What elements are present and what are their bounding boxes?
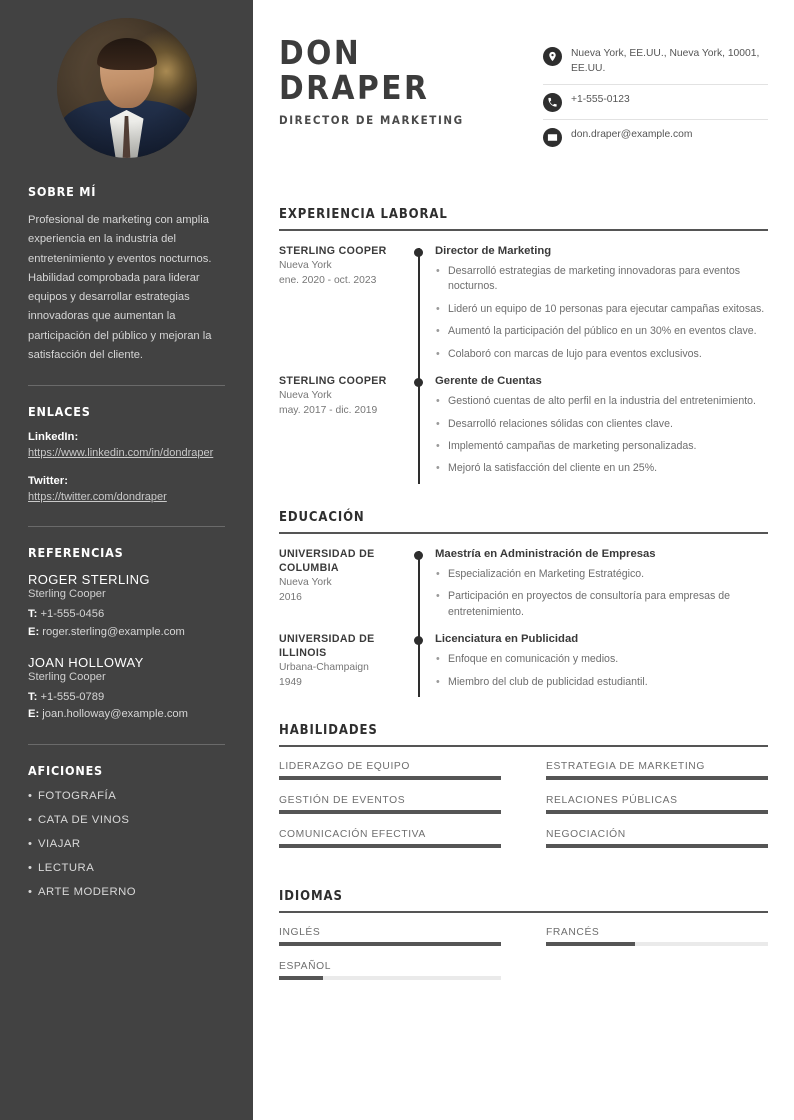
- avatar-wrapper: [28, 18, 225, 158]
- education-location: Urbana-Champaign: [279, 662, 369, 674]
- reference-email-value: roger.sterling@example.com: [42, 625, 185, 638]
- education-bullets: [435, 567, 768, 620]
- header: [279, 28, 768, 161]
- skill-fill: [279, 844, 501, 848]
- avatar-vignette: [57, 18, 197, 158]
- references-section: [28, 545, 225, 723]
- reference-name: ROGER STERLING: [28, 572, 150, 588]
- skill-label: GESTIÓN DE EVENTOS: [279, 795, 406, 807]
- skill-track: [546, 844, 768, 848]
- reference-name: JOAN HOLLOWAY: [28, 654, 144, 670]
- experience-heading: EXPERIENCIA LABORAL: [279, 206, 448, 222]
- reference-phone-value: +1-555-0456: [40, 608, 105, 621]
- timeline-marker: [411, 548, 433, 627]
- hobby-item: • FOTOGRAFÍA: [28, 790, 225, 802]
- bullet-item: • Especialización en Marketing Estratégico.: [435, 567, 768, 582]
- education-bullets: [435, 652, 768, 690]
- about-section: [28, 184, 225, 365]
- experience-entry: [279, 245, 768, 369]
- links-heading: ENLACES: [28, 404, 91, 420]
- first-name: DON: [279, 33, 362, 72]
- skill-label: RELACIONES PÚBLICAS: [546, 795, 678, 807]
- education-entry: [279, 548, 768, 627]
- education-entry-meta: [279, 633, 411, 697]
- bullet-item: • Colaboró con marcas de lujo para eventos exclusivos.: [435, 347, 768, 362]
- phone-icon: [543, 93, 562, 112]
- timeline-dot-icon: [414, 636, 423, 645]
- phone-text: +1-555-0123: [571, 93, 630, 105]
- language-fill: [279, 976, 323, 980]
- bullet-item: • Gestionó cuentas de alto perfil en la industria del entretenimiento.: [435, 394, 768, 409]
- link-item-twitter: [28, 475, 225, 506]
- experience-bullets: [435, 394, 768, 477]
- language-fill: [279, 942, 501, 946]
- main-content: [253, 0, 794, 1120]
- reference-email-label: E:: [28, 625, 40, 638]
- timeline-dot-icon: [414, 248, 423, 257]
- reference-phone: [28, 689, 225, 706]
- skills-section: [279, 723, 768, 863]
- sidebar-divider-1: [28, 385, 225, 386]
- language-track: [279, 942, 501, 946]
- skills-heading: HABILIDADES: [279, 723, 378, 739]
- reference-item: [28, 572, 225, 641]
- reference-email: [28, 624, 225, 641]
- education-org: UNIVERSIDAD DE ILLINOIS: [279, 633, 375, 660]
- languages-heading: IDIOMAS: [279, 889, 343, 905]
- reference-company: Sterling Cooper: [28, 588, 106, 601]
- language-label: ESPAÑOL: [279, 961, 332, 973]
- timeline-line: [418, 551, 420, 641]
- skill-fill: [546, 810, 768, 814]
- skill-item: [546, 795, 768, 814]
- bullet-item: • Desarrolló estrategias de marketing innovadoras para eventos nocturnos.: [435, 264, 768, 295]
- skill-label: ESTRATEGIA DE MARKETING: [546, 761, 705, 773]
- experience-title: Director de Marketing: [435, 244, 552, 257]
- timeline-marker: [411, 245, 433, 369]
- reference-phone-value: +1-555-0789: [40, 690, 105, 703]
- bullet-item: • Enfoque en comunicación y medios.: [435, 652, 768, 667]
- link-item-linkedin: [28, 431, 225, 462]
- skill-label: NEGOCIACIÓN: [546, 829, 626, 841]
- hobbies-heading: AFICIONES: [28, 762, 103, 778]
- bullet-item: • Lideró un equipo de 10 personas para ejecutar campañas exitosas.: [435, 302, 768, 317]
- link-url-linkedin[interactable]: https://www.linkedin.com/in/dondraper: [28, 447, 214, 460]
- language-item: [279, 927, 501, 946]
- language-fill: [546, 942, 635, 946]
- language-track: [279, 976, 501, 980]
- contact-block: [529, 28, 768, 161]
- about-text: Profesional de marketing con amplia experiencia en la industria del entretenimiento y eventos nocturnos. Habilidad comprobada para liderar equipos y desarrollar estrategias innovadoras que aumentan la participación del público y mejoran la satisfacción del cliente.: [28, 214, 212, 361]
- link-label: Twitter:: [28, 475, 68, 488]
- skill-item: [279, 829, 501, 848]
- bullet-item: • Aumentó la participación del público en un 30% en eventos clave.: [435, 324, 768, 339]
- hobby-item: • LECTURA: [28, 862, 225, 874]
- skill-track: [279, 776, 501, 780]
- experience-section: [279, 207, 768, 484]
- job-role: DIRECTOR DE MARKETING: [279, 112, 464, 127]
- hobby-item: • ARTE MODERNO: [28, 886, 225, 898]
- language-label: INGLÉS: [279, 927, 321, 939]
- skill-track: [279, 810, 501, 814]
- experience-title: Gerente de Cuentas: [435, 375, 542, 388]
- address-text: Nueva York, EE.UU., Nueva York, 10001, EE.UU.: [571, 48, 760, 74]
- education-dates: 1949: [279, 677, 302, 689]
- skill-track: [546, 776, 768, 780]
- skill-fill: [546, 844, 768, 848]
- reference-email-label: E:: [28, 708, 40, 721]
- education-dates: 2016: [279, 591, 302, 603]
- languages-section: [279, 889, 768, 995]
- skill-fill: [279, 776, 501, 780]
- skill-item: [546, 761, 768, 780]
- avatar: [57, 18, 197, 158]
- contact-address: [543, 46, 768, 85]
- timeline-marker: [411, 633, 433, 697]
- sidebar-divider-3: [28, 744, 225, 745]
- experience-entry-meta: [279, 245, 411, 369]
- skills-grid: [279, 761, 768, 863]
- timeline-dot-icon: [414, 551, 423, 560]
- language-label: FRANCÉS: [546, 927, 600, 939]
- education-location: Nueva York: [279, 576, 332, 588]
- skill-fill: [279, 810, 501, 814]
- bullet-item: • Participación en proyectos de consultoría para empresas de entretenimiento.: [435, 589, 768, 620]
- reference-email: [28, 706, 225, 723]
- skill-item: [546, 829, 768, 848]
- experience-entry: [279, 375, 768, 484]
- location-pin-icon: [543, 47, 562, 66]
- link-url-twitter[interactable]: https://twitter.com/dondraper: [28, 491, 167, 504]
- hobby-item: • CATA DE VINOS: [28, 814, 225, 826]
- reference-item: [28, 655, 225, 724]
- education-section: [279, 510, 768, 697]
- links-section: [28, 404, 225, 506]
- experience-entry-body: [433, 375, 768, 484]
- section-rule: [279, 745, 768, 747]
- section-rule: [279, 532, 768, 534]
- skill-label: LIDERAZGO DE EQUIPO: [279, 761, 410, 773]
- about-heading: SOBRE MÍ: [28, 184, 97, 199]
- education-entry-meta: [279, 548, 411, 627]
- experience-entry-body: [433, 245, 768, 369]
- contact-phone: [543, 92, 768, 120]
- education-entry-body: [433, 548, 768, 627]
- section-rule: [279, 229, 768, 231]
- hobby-item: • VIAJAR: [28, 838, 225, 850]
- language-track: [546, 942, 768, 946]
- skill-label: COMUNICACIÓN EFECTIVA: [279, 829, 426, 841]
- reference-phone-label: T:: [28, 608, 38, 621]
- education-org: UNIVERSIDAD DE COLUMBIA: [279, 547, 375, 574]
- bullet-item: • Desarrolló relaciones sólidas con clientes clave.: [435, 417, 768, 432]
- timeline-line: [418, 248, 420, 383]
- bullet-item: • Mejoró la satisfacción del cliente en un 25%.: [435, 461, 768, 476]
- experience-dates: ene. 2020 - oct. 2023: [279, 274, 377, 286]
- reference-email-value: joan.holloway@example.com: [42, 708, 188, 721]
- skill-item: [279, 761, 501, 780]
- email-text: don.draper@example.com: [571, 128, 693, 140]
- reference-company: Sterling Cooper: [28, 670, 106, 683]
- education-entry: [279, 633, 768, 697]
- link-label: LinkedIn:: [28, 431, 79, 444]
- sidebar: [0, 0, 253, 1120]
- education-title: Licenciatura en Publicidad: [435, 633, 579, 646]
- languages-grid: [279, 927, 768, 995]
- last-name: DRAPER: [279, 67, 430, 107]
- references-heading: REFERENCIAS: [28, 545, 124, 561]
- experience-dates: may. 2017 - dic. 2019: [279, 405, 378, 416]
- language-item: [546, 927, 768, 946]
- section-rule: [279, 911, 768, 913]
- experience-location: Nueva York: [279, 390, 332, 402]
- experience-location: Nueva York: [279, 259, 332, 271]
- timeline-line: [418, 378, 420, 484]
- envelope-icon: [543, 128, 562, 147]
- education-entry-body: [433, 633, 768, 697]
- reference-phone: [28, 606, 225, 623]
- reference-phone-label: T:: [28, 690, 38, 703]
- timeline-marker: [411, 375, 433, 484]
- skill-item: [279, 795, 501, 814]
- bullet-item: • Implementó campañas de marketing personalizadas.: [435, 439, 768, 454]
- language-item: [279, 961, 501, 980]
- bullet-item: • Miembro del club de publicidad estudiantil.: [435, 675, 768, 690]
- education-heading: EDUCACIÓN: [279, 509, 365, 525]
- experience-org: STERLING COOPER: [279, 244, 387, 257]
- skill-track: [546, 810, 768, 814]
- experience-entry-meta: [279, 375, 411, 484]
- skill-track: [279, 844, 501, 848]
- name-block: [279, 28, 529, 127]
- hobbies-section: [28, 763, 225, 898]
- education-title: Maestría en Administración de Empresas: [435, 547, 656, 560]
- timeline-dot-icon: [414, 378, 423, 387]
- experience-org: STERLING COOPER: [279, 375, 387, 388]
- skill-fill: [546, 776, 768, 780]
- experience-bullets: [435, 264, 768, 362]
- timeline-line: [418, 636, 420, 697]
- contact-email: [543, 127, 768, 154]
- sidebar-divider-2: [28, 526, 225, 527]
